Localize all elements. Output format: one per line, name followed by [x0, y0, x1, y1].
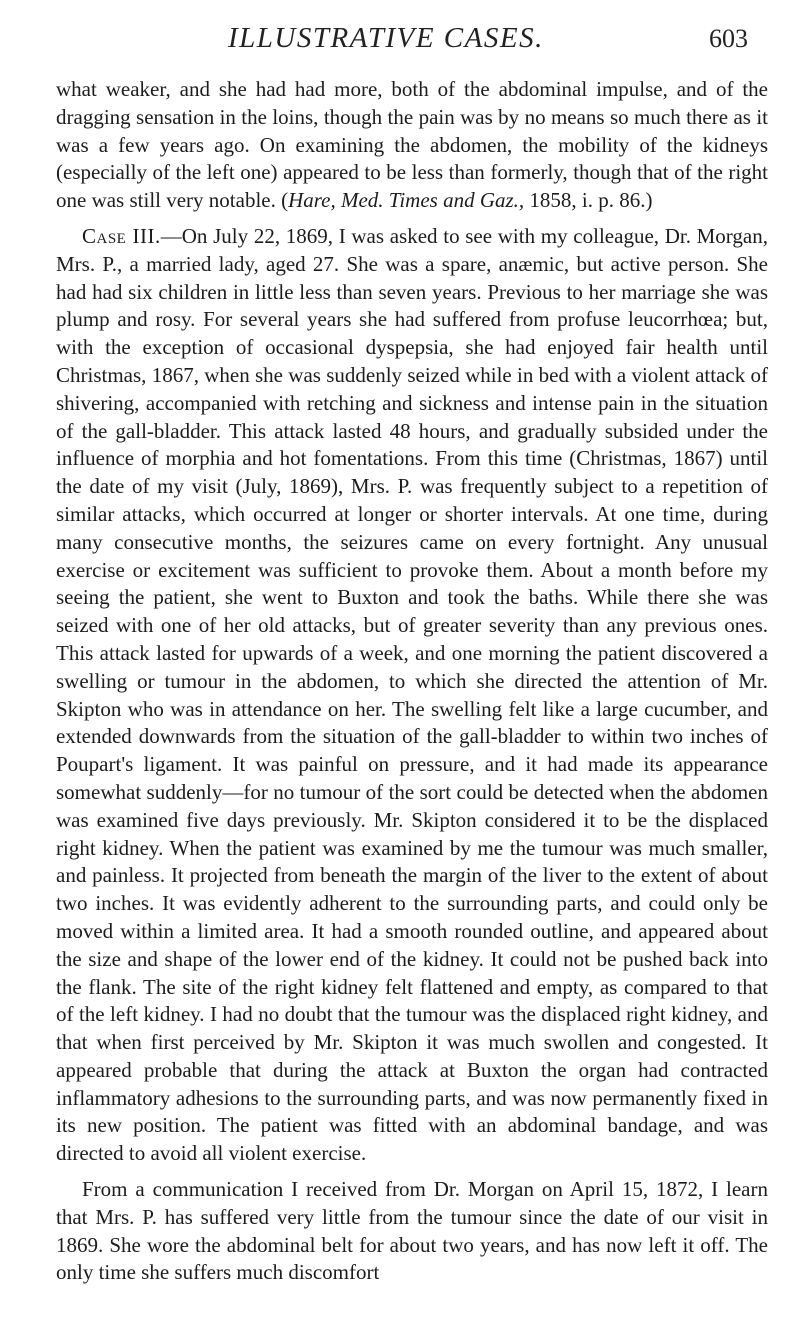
paragraph-text: what weaker, and she had had more, both of the abdominal impulse, and of the dragging sensation in the loins, though the pain was by no means so much there as it was a few years ago. On examining the abdomen, the mobility of the kidneys (especially of the left one) appeared to be less than formerly, though that of the right one was still very notable. (	[56, 77, 768, 213]
case-label: Case III.	[82, 223, 161, 248]
paragraph-text: From a communication I received from Dr. Morgan on April 15, 1872, I learn that Mrs. P. has suffered very little from the tumour since the date of our visit in 1869. She wore the abdominal belt for about two years, and has now left it off. The only time she suffers much discomfort	[56, 1177, 768, 1285]
citation-tail: 1858, i. p. 86.)	[524, 188, 653, 213]
paragraph-case-three	[56, 223, 768, 1168]
paragraph-followup	[56, 1176, 768, 1287]
running-title: ILLUSTRATIVE CASES.	[228, 22, 544, 54]
citation: Hare, Med. Times and Gaz.,	[288, 188, 525, 213]
body-text	[56, 76, 768, 1287]
paragraph-continuation	[56, 76, 768, 215]
paragraph-text: —On July 22, 1869, I was asked to see with my colleague, Dr. Morgan, Mrs. P., a married lady, aged 27. She was a spare, anæmic, but active person. She had had six children in little less than seven years. Previous to her marriage she was plump and rosy. For several years she had suffered from profuse leucorrhœa; but, with the exception of occasional dyspepsia, she had enjoyed fair health until Christmas, 1867, when she was suddenly seized while in bed with a violent attack of shivering, accompanied with retching and sickness and intense pain in the situation of the gall-bladder. This attack lasted 48 hours, and gradually subsided under the influence of morphia and hot fomentations. From this time (Christmas, 1867) until the date of my visit (July, 1869), Mrs. P. was frequently subject to a repetition of similar attacks, which occurred at longer or shorter intervals. At one time, during many consecutive months, the seizures came on every fortnight. Any unusual exercise or excitement was sufficient to provoke them. About a month before my seeing the patient, she went to Buxton and took the baths. While there she was seized with one of her old attacks, but of greater severity than any previous ones. This attack lasted for upwards of a week, and one morning the patient discovered a swelling or tumour in the abdomen, to which she directed the attention of Mr. Skipton who was in attendance on her. The swelling felt like a large cucumber, and extended downwards from the situation of the gall-bladder to within two inches of Poupart's ligament. It was painful on pressure, and it had made its appearance somewhat suddenly—for no tumour of the sort could be detected when the abdomen was examined five days previously. Mr. Skipton considered it to be the displaced right kidney. When the patient was examined by me the tumour was much smaller, and painless. It projected from beneath the margin of the liver to the extent of about two inches. It was evidently adherent to the surrounding parts, and could only be moved within a limited area. It had a smooth rounded outline, and appeared about the size and shape of the lower end of the kidney. It could not be pushed back into the flank. The site of the right kidney felt flattened and empty, as compared to that of the left kidney. I had no doubt that the tumour was the displaced right kidney, and that when first perceived by Mr. Skipton it was much swollen and congested. It appeared probable that during the attack at Buxton the organ had contracted inflammatory adhesions to the surrounding parts, and was now permanently fixed in its new position. The patient was fitted with an abdominal bandage, and was directed to avoid all violent exercise.	[56, 223, 768, 1166]
running-header	[56, 22, 756, 62]
page-number: 603	[709, 24, 748, 53]
